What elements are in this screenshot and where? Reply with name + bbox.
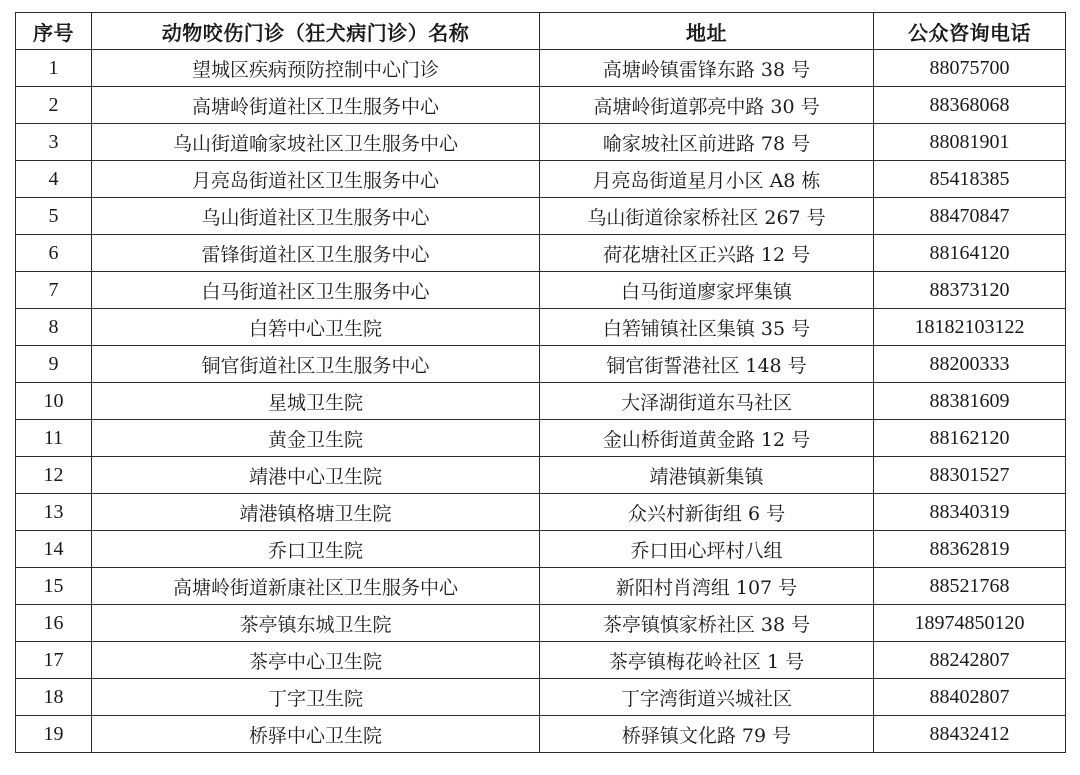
clinic-name-cell: 高塘岭街道新康社区卫生服务中心 [92, 568, 540, 605]
address-cell: 金山桥街道黄金路 12 号 [540, 420, 874, 457]
row-index-cell: 1 [16, 50, 92, 87]
address-cell: 丁字湾街道兴城社区 [540, 679, 874, 716]
row-index-cell: 11 [16, 420, 92, 457]
clinic-name-cell: 乔口卫生院 [92, 531, 540, 568]
table-row [16, 346, 1066, 383]
table-row [16, 420, 1066, 457]
phone-cell: 88340319 [874, 494, 1066, 531]
phone-cell: 18974850120 [874, 605, 1066, 642]
row-index-cell: 9 [16, 346, 92, 383]
row-index-cell: 19 [16, 716, 92, 753]
row-index-cell: 13 [16, 494, 92, 531]
address-cell: 高塘岭镇雷锋东路 38 号 [540, 50, 874, 87]
clinic-name-cell: 铜官街道社区卫生服务中心 [92, 346, 540, 383]
address-cell: 乌山街道徐家桥社区 267 号 [540, 198, 874, 235]
address-cell: 白马街道廖家坪集镇 [540, 272, 874, 309]
phone-cell: 18182103122 [874, 309, 1066, 346]
address-cell: 新阳村肖湾组 107 号 [540, 568, 874, 605]
row-index-cell: 14 [16, 531, 92, 568]
phone-cell: 85418385 [874, 161, 1066, 198]
phone-cell: 88373120 [874, 272, 1066, 309]
table-body [16, 50, 1066, 753]
clinic-name-cell: 乌山街道喻家坡社区卫生服务中心 [92, 124, 540, 161]
clinic-name-cell: 星城卫生院 [92, 383, 540, 420]
address-cell: 白箬铺镇社区集镇 35 号 [540, 309, 874, 346]
row-index-cell: 4 [16, 161, 92, 198]
address-cell: 茶亭镇慎家桥社区 38 号 [540, 605, 874, 642]
clinic-name-cell: 黄金卫生院 [92, 420, 540, 457]
table-row [16, 124, 1066, 161]
table-row [16, 161, 1066, 198]
address-cell: 荷花塘社区正兴路 12 号 [540, 235, 874, 272]
clinic-table [15, 12, 1066, 753]
phone-cell: 88381609 [874, 383, 1066, 420]
row-index-cell: 10 [16, 383, 92, 420]
phone-cell: 88470847 [874, 198, 1066, 235]
clinic-name-cell: 乌山街道社区卫生服务中心 [92, 198, 540, 235]
phone-cell: 88164120 [874, 235, 1066, 272]
header-index: 序号 [16, 13, 92, 50]
address-cell: 众兴村新街组 6 号 [540, 494, 874, 531]
header-phone: 公众咨询电话 [874, 13, 1066, 50]
table-row [16, 716, 1066, 753]
table-row [16, 383, 1066, 420]
address-cell: 月亮岛街道星月小区 A8 栋 [540, 161, 874, 198]
phone-cell: 88242807 [874, 642, 1066, 679]
table-row [16, 198, 1066, 235]
clinic-name-cell: 高塘岭街道社区卫生服务中心 [92, 87, 540, 124]
row-index-cell: 17 [16, 642, 92, 679]
clinic-name-cell: 望城区疾病预防控制中心门诊 [92, 50, 540, 87]
clinic-name-cell: 靖港中心卫生院 [92, 457, 540, 494]
clinic-name-cell: 茶亭镇东城卫生院 [92, 605, 540, 642]
clinic-name-cell: 桥驿中心卫生院 [92, 716, 540, 753]
header-address: 地址 [540, 13, 874, 50]
phone-cell: 88432412 [874, 716, 1066, 753]
table-row [16, 457, 1066, 494]
phone-cell: 88075700 [874, 50, 1066, 87]
table-row [16, 531, 1066, 568]
row-index-cell: 2 [16, 87, 92, 124]
table-row [16, 605, 1066, 642]
table-row [16, 50, 1066, 87]
phone-cell: 88402807 [874, 679, 1066, 716]
address-cell: 铜官街誓港社区 148 号 [540, 346, 874, 383]
table-row [16, 87, 1066, 124]
row-index-cell: 5 [16, 198, 92, 235]
phone-cell: 88301527 [874, 457, 1066, 494]
clinic-name-cell: 月亮岛街道社区卫生服务中心 [92, 161, 540, 198]
table-row [16, 679, 1066, 716]
clinic-name-cell: 茶亭中心卫生院 [92, 642, 540, 679]
row-index-cell: 18 [16, 679, 92, 716]
clinic-name-cell: 白马街道社区卫生服务中心 [92, 272, 540, 309]
row-index-cell: 7 [16, 272, 92, 309]
phone-cell: 88521768 [874, 568, 1066, 605]
phone-cell: 88368068 [874, 87, 1066, 124]
row-index-cell: 6 [16, 235, 92, 272]
table-row [16, 642, 1066, 679]
address-cell: 喻家坡社区前进路 78 号 [540, 124, 874, 161]
table-row [16, 272, 1066, 309]
row-index-cell: 12 [16, 457, 92, 494]
phone-cell: 88362819 [874, 531, 1066, 568]
phone-cell: 88162120 [874, 420, 1066, 457]
address-cell: 桥驿镇文化路 79 号 [540, 716, 874, 753]
address-cell: 乔口田心坪村八组 [540, 531, 874, 568]
row-index-cell: 8 [16, 309, 92, 346]
table-row [16, 309, 1066, 346]
row-index-cell: 15 [16, 568, 92, 605]
phone-cell: 88081901 [874, 124, 1066, 161]
table-row [16, 494, 1066, 531]
address-cell: 茶亭镇梅花岭社区 1 号 [540, 642, 874, 679]
header-clinic-name: 动物咬伤门诊（狂犬病门诊）名称 [92, 13, 540, 50]
clinic-name-cell: 白箬中心卫生院 [92, 309, 540, 346]
table-header-row [16, 13, 1066, 50]
phone-cell: 88200333 [874, 346, 1066, 383]
address-cell: 靖港镇新集镇 [540, 457, 874, 494]
table-row [16, 235, 1066, 272]
row-index-cell: 16 [16, 605, 92, 642]
clinic-name-cell: 雷锋街道社区卫生服务中心 [92, 235, 540, 272]
row-index-cell: 3 [16, 124, 92, 161]
table-row [16, 568, 1066, 605]
address-cell: 高塘岭街道郭亮中路 30 号 [540, 87, 874, 124]
clinic-name-cell: 靖港镇格塘卫生院 [92, 494, 540, 531]
address-cell: 大泽湖街道东马社区 [540, 383, 874, 420]
clinic-name-cell: 丁字卫生院 [92, 679, 540, 716]
